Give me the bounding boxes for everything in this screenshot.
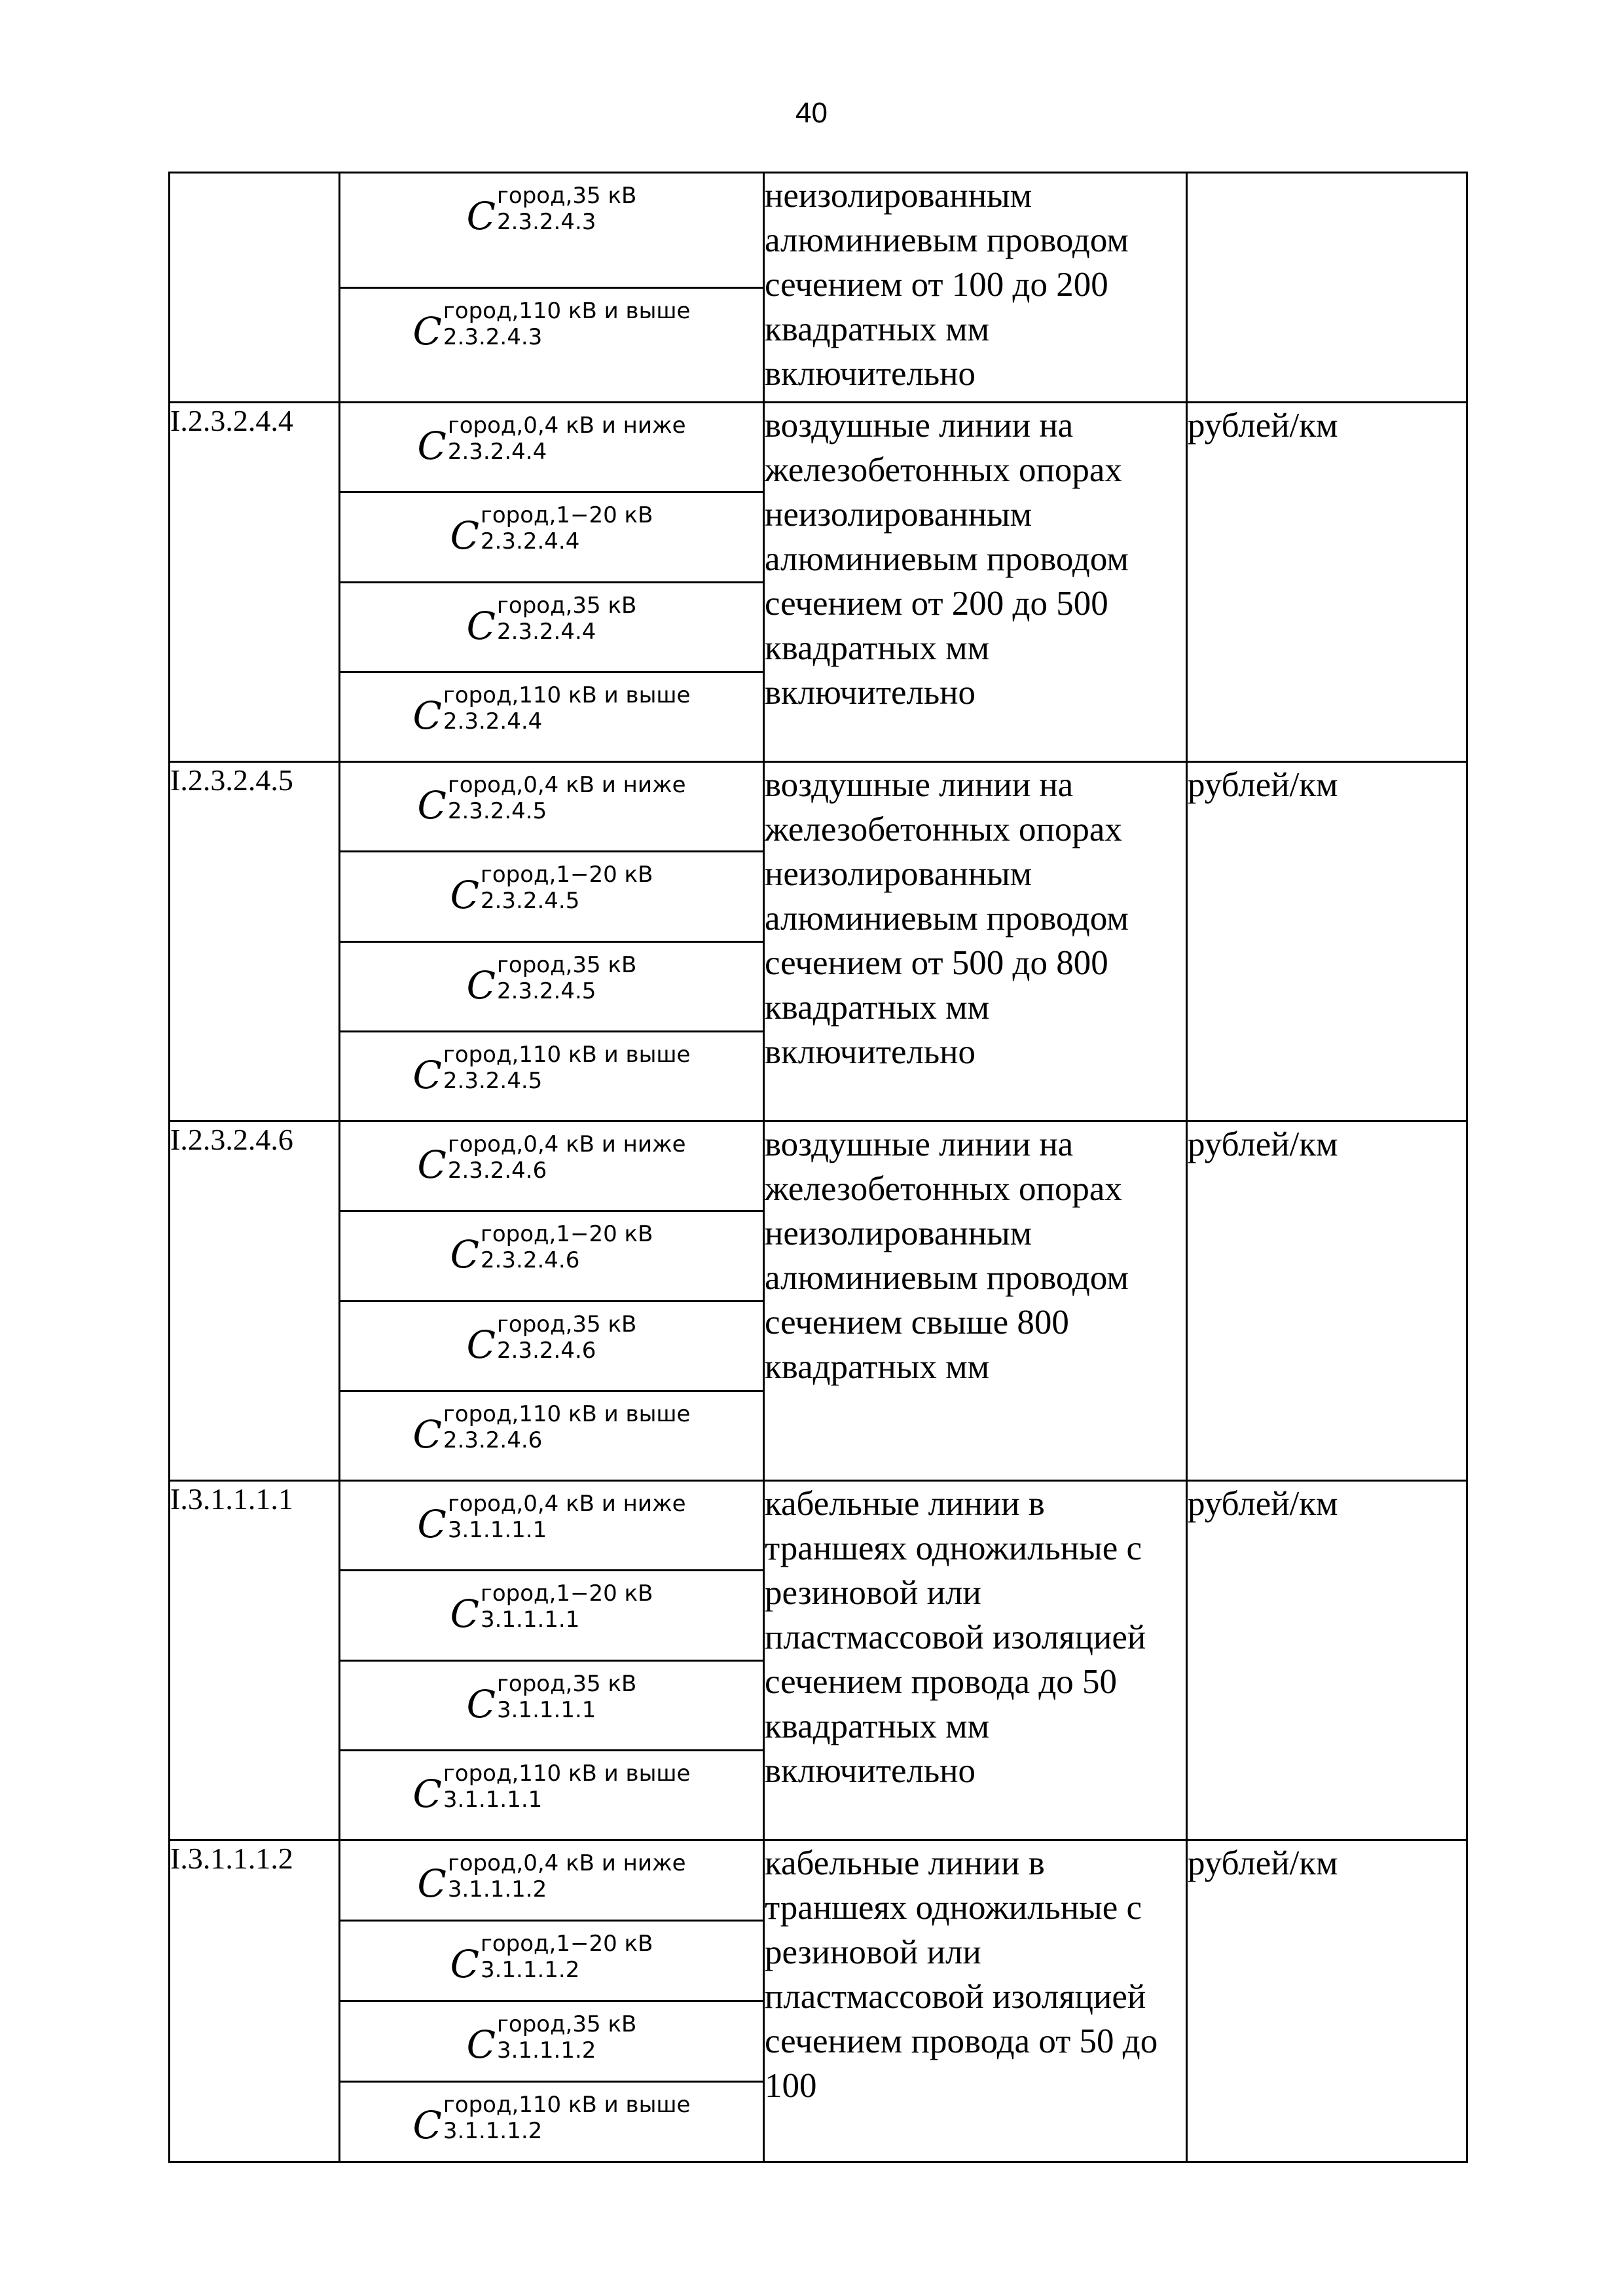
symbol-cell — [340, 403, 764, 762]
cost-symbol — [417, 1850, 686, 1906]
table-row — [170, 1481, 1467, 1840]
symbol-superscript: город,1−20 кВ — [480, 1221, 653, 1248]
cost-symbol — [450, 502, 653, 558]
cost-symbol — [412, 682, 691, 738]
symbol-subcell — [340, 1302, 763, 1392]
symbol-superscript: город,110 кВ и выше — [443, 297, 691, 324]
row-code: I.3.1.1.1.2 — [170, 1840, 340, 2162]
symbol-letter: C — [466, 962, 496, 1008]
symbol-subcell — [340, 1571, 763, 1661]
symbol-cell — [340, 762, 764, 1121]
symbol-subcell — [340, 289, 763, 402]
symbol-letter: C — [412, 308, 442, 354]
symbol-subcell — [340, 2002, 763, 2083]
symbol-superscript: город,110 кВ и выше — [443, 682, 691, 708]
cost-symbol — [412, 1041, 691, 1097]
symbol-superscript: город,110 кВ и выше — [443, 1041, 691, 1068]
symbol-superscript: город,1−20 кВ — [480, 502, 653, 529]
row-description: воздушные линии на железобетонных опорах неизолированным алюминиевым проводом сечением свыше 800 квадратных мм — [764, 1121, 1187, 1481]
symbol-subscript: 2.3.2.4.4 — [480, 528, 580, 555]
symbol-subscript: 3.1.1.1.2 — [443, 2118, 543, 2144]
row-code: I.2.3.2.4.4 — [170, 403, 340, 762]
symbol-subcell — [340, 493, 763, 583]
symbol-letter: C — [412, 1771, 442, 1816]
symbol-letter: C — [450, 1942, 479, 1986]
symbol-letter: C — [450, 513, 479, 558]
symbol-subcell — [340, 1662, 763, 1751]
symbol-subscript: 3.1.1.1.1 — [497, 1696, 596, 1723]
symbol-letter: C — [412, 693, 442, 738]
symbol-letter: C — [466, 1681, 496, 1726]
symbol-subscript: 3.1.1.1.2 — [480, 1957, 580, 1983]
symbol-superscript: город,1−20 кВ — [480, 862, 653, 888]
row-description: воздушные линии на железобетонных опорах неизолированным алюминиевым проводом сечением от 200 до 500 квадратных мм включительно — [764, 403, 1187, 762]
cost-symbol — [412, 297, 691, 354]
symbol-superscript: город,35 кВ — [497, 1311, 637, 1338]
page-number: 40 — [795, 97, 828, 129]
symbol-letter: C — [417, 1502, 447, 1546]
symbol-superscript: город,1−20 кВ — [480, 1580, 653, 1607]
symbol-letter: C — [450, 1592, 479, 1637]
symbol-subscript: 3.1.1.1.2 — [497, 2037, 596, 2064]
symbol-subscript: 2.3.2.4.5 — [443, 1067, 543, 1094]
row-unit: рублей/км — [1187, 762, 1467, 1121]
symbol-subcell — [340, 1212, 763, 1302]
symbol-subcell — [340, 173, 763, 289]
cost-symbol — [417, 412, 686, 468]
symbol-letter: C — [450, 1232, 479, 1277]
table-row — [170, 1840, 1467, 2162]
symbol-superscript: город,110 кВ и выше — [443, 1400, 691, 1427]
symbol-subcell — [340, 763, 763, 852]
cost-symbol — [466, 2011, 637, 2067]
symbol-letter: C — [466, 194, 496, 238]
cost-symbol — [466, 592, 637, 648]
symbol-subcell — [340, 1122, 763, 1212]
symbol-subscript: 3.1.1.1.1 — [443, 1786, 543, 1813]
symbol-subscript: 2.3.2.4.5 — [447, 798, 547, 824]
symbol-subscript: 2.3.2.4.3 — [497, 209, 596, 235]
cost-symbol — [466, 183, 637, 238]
cost-symbol — [450, 862, 653, 918]
symbol-subcell — [340, 673, 763, 761]
row-description: кабельные линии в траншеях одножильные с резиновой или пластмассовой изоляцией сечением провода от 50 до 100 — [764, 1840, 1187, 2162]
row-code: I.2.3.2.4.6 — [170, 1121, 340, 1481]
row-unit: рублей/км — [1187, 1481, 1467, 1840]
symbol-letter: C — [466, 2022, 496, 2067]
row-code — [170, 173, 340, 403]
symbol-superscript: город,35 кВ — [497, 2011, 637, 2037]
row-unit: рублей/км — [1187, 1840, 1467, 2162]
symbol-subscript: 2.3.2.4.3 — [443, 323, 543, 350]
cost-symbol — [417, 772, 686, 828]
symbol-subscript: 2.3.2.4.6 — [443, 1427, 543, 1453]
symbol-subscript: 2.3.2.4.6 — [497, 1337, 596, 1364]
symbol-letter: C — [417, 1142, 447, 1187]
row-unit: рублей/км — [1187, 403, 1467, 762]
symbol-superscript: город,35 кВ — [497, 951, 637, 978]
symbol-subcell — [340, 1392, 763, 1480]
symbol-subscript: 2.3.2.4.4 — [497, 618, 596, 645]
symbol-subscript: 2.3.2.4.4 — [443, 708, 543, 735]
symbol-subcell — [340, 2083, 763, 2161]
symbol-superscript: город,35 кВ — [497, 592, 637, 619]
row-code: I.3.1.1.1.1 — [170, 1481, 340, 1840]
table-row — [170, 173, 1467, 403]
row-code: I.2.3.2.4.5 — [170, 762, 340, 1121]
symbol-subscript: 2.3.2.4.6 — [447, 1157, 547, 1184]
row-description: неизолированным алюминиевым проводом сечением от 100 до 200 квадратных мм включительно — [764, 173, 1187, 403]
symbol-cell — [340, 1121, 764, 1481]
cost-symbol — [466, 1311, 637, 1367]
row-description: воздушные линии на железобетонных опорах неизолированным алюминиевым проводом сечением от 500 до 800 квадратных мм включительно — [764, 762, 1187, 1121]
cost-symbol — [466, 1670, 637, 1726]
cost-symbol — [412, 1400, 691, 1457]
symbol-subcell — [340, 583, 763, 673]
symbol-subscript: 3.1.1.1.2 — [447, 1876, 547, 1903]
symbol-superscript: город,0,4 кВ и ниже — [447, 412, 686, 439]
symbol-subscript: 2.3.2.4.6 — [480, 1247, 580, 1274]
row-description: кабельные линии в траншеях одножильные с резиновой или пластмассовой изоляцией сечением провода до 50 квадратных мм включительно — [764, 1481, 1187, 1840]
symbol-subcell — [340, 403, 763, 493]
symbol-cell — [340, 1840, 764, 2162]
symbol-letter: C — [466, 603, 496, 648]
cost-symbol — [417, 1131, 686, 1187]
symbol-letter: C — [417, 783, 447, 828]
symbol-letter: C — [466, 1322, 496, 1367]
cost-symbol — [466, 951, 637, 1008]
symbol-subscript: 3.1.1.1.1 — [480, 1607, 580, 1633]
symbol-cell — [340, 1481, 764, 1840]
symbol-subcell — [340, 1751, 763, 1839]
symbol-superscript: город,0,4 кВ и ниже — [447, 772, 686, 798]
symbol-superscript: город,35 кВ — [497, 183, 637, 209]
cost-symbol — [450, 1580, 653, 1637]
symbol-subcell — [340, 943, 763, 1032]
symbol-letter: C — [417, 424, 447, 468]
symbol-letter: C — [450, 873, 479, 918]
cost-symbol — [417, 1491, 686, 1546]
rates-table — [168, 172, 1468, 2163]
symbol-superscript: город,0,4 кВ и ниже — [447, 1491, 686, 1517]
table-row — [170, 403, 1467, 762]
symbol-subscript: 2.3.2.4.5 — [480, 888, 580, 915]
symbol-letter: C — [412, 1412, 442, 1457]
cost-symbol — [412, 2092, 691, 2147]
cost-symbol — [450, 1221, 653, 1277]
symbol-superscript: город,1−20 кВ — [480, 1931, 653, 1957]
row-unit: рублей/км — [1187, 1121, 1467, 1481]
symbol-superscript: город,110 кВ и выше — [443, 1760, 691, 1787]
cost-symbol — [450, 1931, 653, 1986]
symbol-superscript: город,110 кВ и выше — [443, 2092, 691, 2118]
symbol-subcell — [340, 1032, 763, 1120]
symbol-letter: C — [412, 1052, 442, 1097]
symbol-subscript: 2.3.2.4.4 — [447, 439, 547, 465]
symbol-subcell — [340, 1482, 763, 1571]
table-row — [170, 762, 1467, 1121]
symbol-superscript: город,0,4 кВ и ниже — [447, 1131, 686, 1157]
symbol-subcell — [340, 852, 763, 942]
symbol-cell — [340, 173, 764, 403]
symbol-superscript: город,0,4 кВ и ниже — [447, 1850, 686, 1876]
symbol-letter: C — [417, 1861, 447, 1906]
symbol-superscript: город,35 кВ — [497, 1670, 637, 1697]
symbol-letter: C — [412, 2103, 442, 2147]
symbol-subcell — [340, 1922, 763, 2002]
row-unit — [1187, 173, 1467, 403]
table-row — [170, 1121, 1467, 1481]
symbol-subcell — [340, 1841, 763, 1922]
symbol-subscript: 3.1.1.1.1 — [447, 1517, 547, 1543]
cost-symbol — [412, 1760, 691, 1816]
symbol-subscript: 2.3.2.4.5 — [497, 977, 596, 1004]
